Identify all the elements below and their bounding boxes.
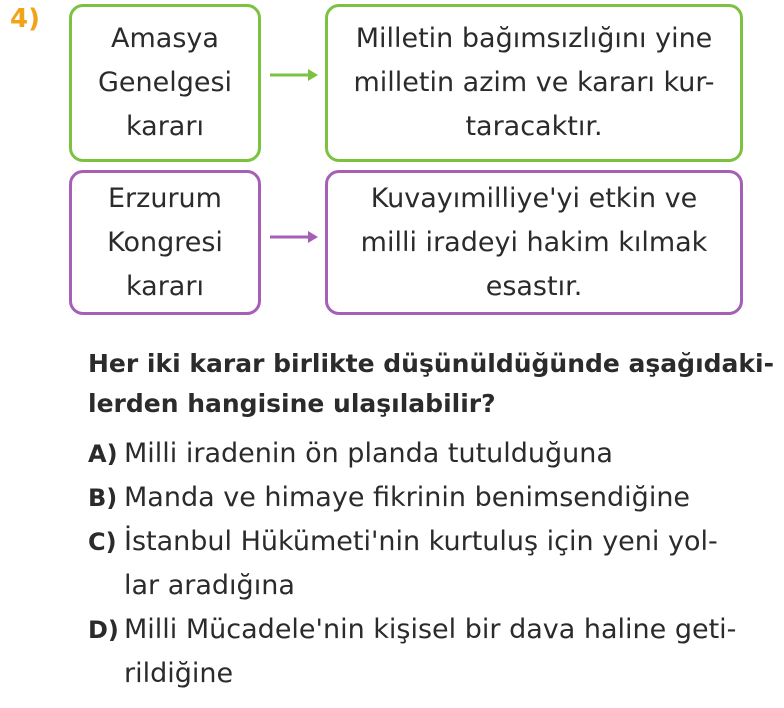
option-b[interactable] [88,476,778,520]
answer-options [88,432,778,696]
amasya-decision-box [69,4,261,162]
box-line: Erzurum [108,182,222,214]
option-text: Manda ve himaye fikrinin benimsendiğine [124,482,691,513]
box-line: taracaktır. [465,111,603,142]
question-line: Her iki karar birlikte düşünüldüğünde aşağıdaki- [88,349,774,378]
box-line: Milletin bağımsızlığını yine [355,23,713,54]
option-text: lar aradığına [124,570,295,601]
option-text: İstanbul Hükümeti'nin kurtuluş için yeni yol- [124,526,718,557]
question-number: 4) [10,4,40,34]
box-line: Kuvayımilliye'yi etkin ve [370,182,698,214]
option-letter: A) [88,440,118,468]
box-line: Amasya [111,23,219,54]
box-line: milletin azim ve kararı kur- [353,67,715,98]
option-c[interactable] [88,520,778,608]
option-letter: C) [88,528,117,556]
erzurum-decision-box [69,170,261,315]
option-text: Milli Mücadele'nin kişisel bir dava haline geti- [124,614,737,645]
arrow-right-icon [268,229,320,245]
option-letter: D) [88,616,119,644]
box-line: kararı [126,111,204,142]
option-text: Milli iradenin ön planda tutulduğuna [124,438,613,469]
box-line: Kongresi [107,226,223,258]
option-letter: B) [88,484,118,512]
box-line: esastır. [485,270,583,302]
question-stem [88,344,774,424]
box-line: milli iradeyi hakim kılmak [360,226,708,258]
question-line: lerden hangisine ulaşılabilir? [88,389,496,418]
option-text: rildiğine [124,658,234,689]
box-line: kararı [126,270,204,302]
option-d[interactable] [88,608,778,696]
option-a[interactable] [88,432,778,476]
box-line: Genelgesi [97,67,233,98]
arrow-right-icon [268,67,320,83]
amasya-content-box [325,4,743,162]
erzurum-content-box [325,170,743,315]
